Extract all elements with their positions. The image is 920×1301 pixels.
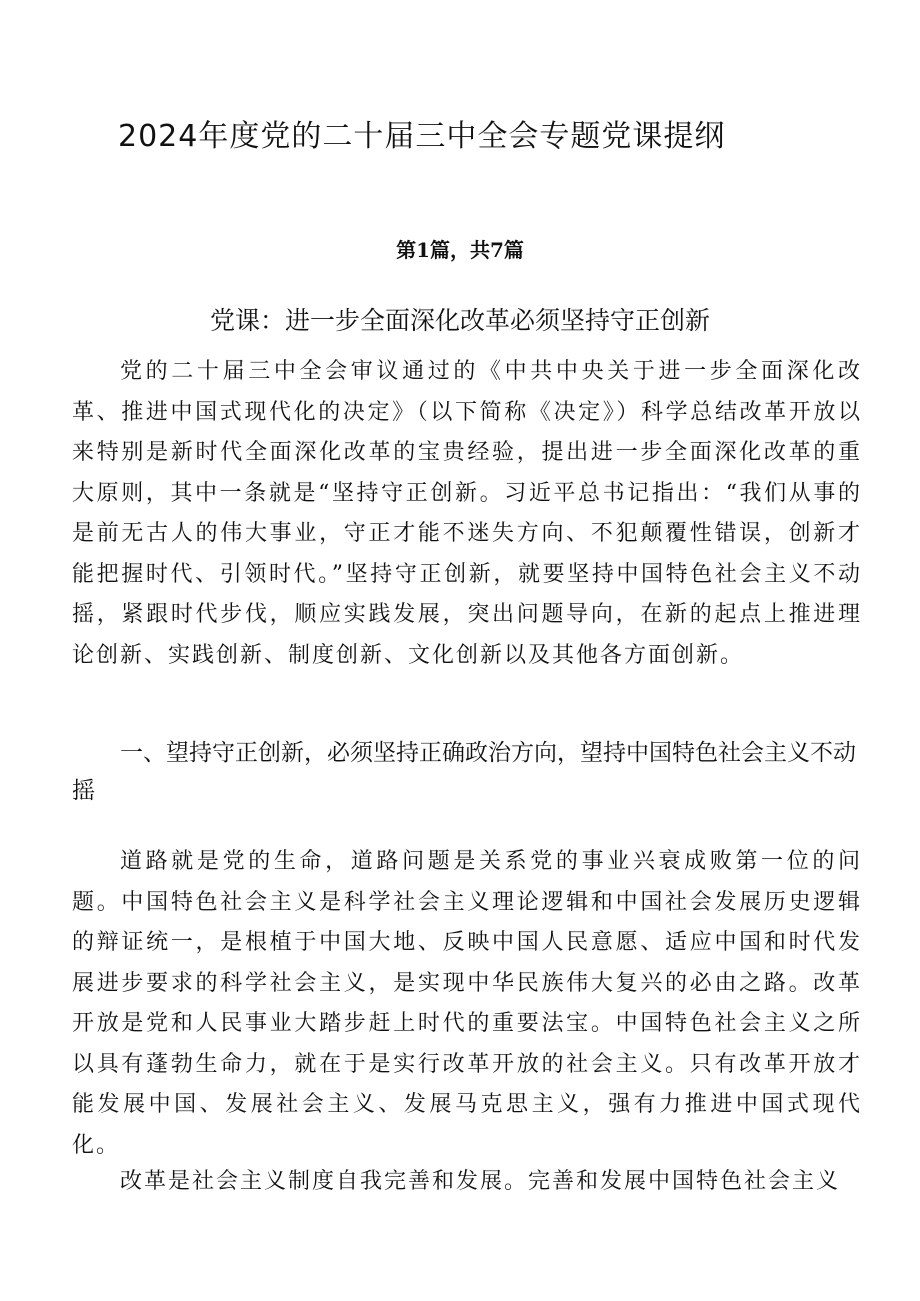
lesson-title: 党课：进一步全面深化改革必须坚持守正创新: [209, 306, 710, 335]
part-label: 第1篇，共7篇: [396, 238, 524, 262]
paragraph-reform: 改革是社会主义制度自我完善和发展。完善和发展中国特色社会主义: [120, 1169, 841, 1194]
document-title: 2024年度党的二十届三中全会专题党课提纲: [118, 119, 726, 154]
paragraph-intro: 党的二十届三中全会审议通过的《中共中央关于进一步全面深化改革、推进中国式现代化的决定》（以下简称《决定》）科学总结改革开放以来特别是新时代全面深化改革的宝贵经验，提出进一步全面深化改革的重大原则，其中一条就是“坚持守正创新。习近平总书记指出：“我们从事的是前无古人的伟大事业，守正才能不迷失方向、不犯颠覆性错误，创新才能把握时代、引领时代。”坚持守正创新，就要坚持中国特色社会主义不动摇，紧跟时代步伐，顺应实践发展，突出问题导向，在新的起点上推进理论创新、实践创新、制度创新、文化创新以及其他各方面创新。: [72, 359, 862, 668]
section-heading-1: 一、望持守正创新，必须坚持正确政治方向，望持中国特色社会主义不动摇: [72, 740, 856, 804]
paragraph-road: 道路就是党的生命，道路问题是关系党的事业兴衰成败第一位的问题。中国特色社会主义是科学社会主义理论逻辑和中国社会发展历史逻辑的辩证统一，是根植于中国大地、反映中国人民意愿、适应中国和时代发展进步要求的科学社会主义，是实现中华民族伟大复兴的必由之路。改革开放是党和人民事业大踏步赶上时代的重要法宝。中国特色社会主义之所以具有蓬勃生命力，就在于是实行改革开放的社会主义。只有改革开放才能发展中国、发展社会主义、发展马克思主义，强有力推进中国式现代化。: [72, 849, 862, 1158]
